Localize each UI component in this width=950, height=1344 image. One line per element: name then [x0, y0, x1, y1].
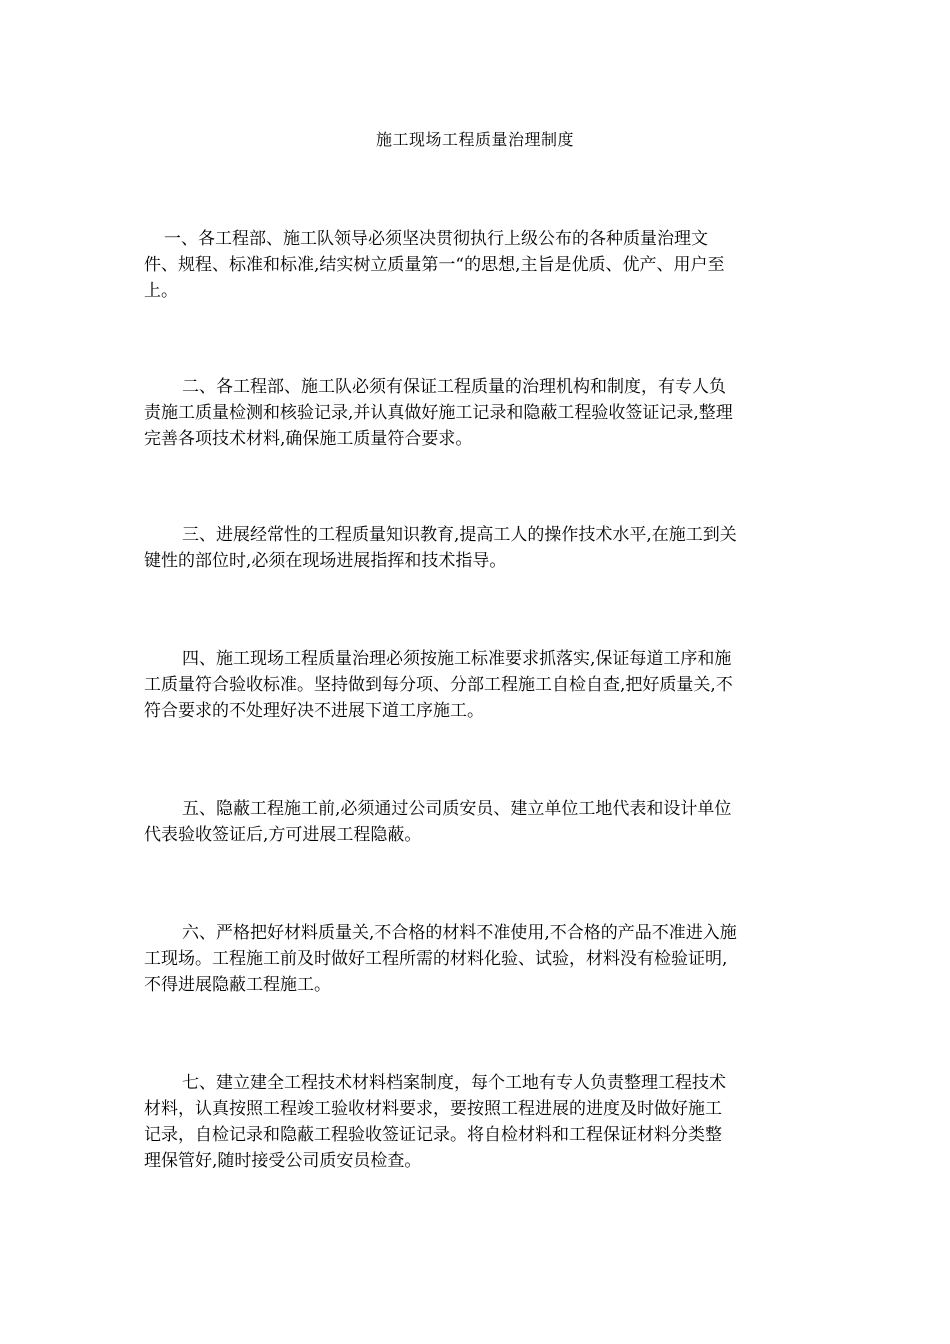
- document-title: 施工现场工程质量治理制度: [375, 130, 574, 149]
- paragraph-line: 完善各项技术材料,确保施工质量符合要求。: [144, 429, 473, 449]
- paragraph-line: 键性的部位时,必须在现场进展指挥和技术指导。: [144, 551, 507, 571]
- paragraph-line: 不得进展隐蔽工程施工。: [144, 975, 331, 995]
- paragraph-7: [144, 1070, 808, 1174]
- paragraph-line: 材料，认真按照工程竣工验收材料要求，要按照工程进展的进度及时做好施工: [144, 1099, 722, 1119]
- paragraph-5: [144, 796, 808, 848]
- paragraph-4: [144, 646, 808, 724]
- paragraph-6: [144, 920, 808, 998]
- paragraph-line: 一、各工程部、施工队领导必须坚决贯彻执行上级公布的各种质量治理文: [164, 229, 708, 249]
- paragraph-line: 责施工质量检测和核验记录,并认真做好施工记录和隐蔽工程验收签证记录,整理: [144, 403, 733, 423]
- paragraph-line: 七、建立建全工程技术材料档案制度，每个工地有专人负责整理工程技术: [182, 1073, 726, 1093]
- paragraph-1: [144, 226, 808, 304]
- paragraph-line: 五、隐蔽工程施工前,必须通过公司质安员、建立单位工地代表和设计单位: [182, 799, 732, 819]
- paragraph-line: 二、各工程部、施工队必须有保证工程质量的治理机构和制度，有专人负: [182, 377, 726, 397]
- paragraph-3: [144, 522, 808, 574]
- paragraph-line: 工质量符合验收标准。坚持做到每分项、分部工程施工自检自查,把好质量关,不: [144, 675, 733, 695]
- paragraph-line: 四、施工现场工程质量治理必须按施工标准要求抓落实,保证每道工序和施: [182, 649, 732, 669]
- paragraph-line: 工现场。工程施工前及时做好工程所需的材料化验、试验，材料没有检验证明,: [144, 949, 728, 969]
- paragraph-line: 理保管好,随时接受公司质安员检查。: [144, 1151, 422, 1171]
- paragraph-line: 代表验收签证后,方可进展工程隐蔽。: [144, 825, 422, 845]
- paragraph-line: 记录，自检记录和隐蔽工程验收签证记录。将自检材料和工程保证材料分类整: [144, 1125, 722, 1145]
- paragraph-line: 符合要求的不处理好决不进展下道工序施工。: [144, 701, 484, 721]
- paragraph-2: [144, 374, 808, 452]
- paragraph-line: 上。: [144, 281, 178, 301]
- paragraph-line: 三、进展经常性的工程质量知识教育,提高工人的操作技术水平,在施工到关: [182, 525, 737, 545]
- paragraph-line: 六、严格把好材料质量关,不合格的材料不准使用,不合格的产品不准进入施: [182, 923, 737, 943]
- paragraph-line: 件、规程、标准和标准,结实树立质量第一“的思想,主旨是优质、优产、用户至: [144, 255, 725, 275]
